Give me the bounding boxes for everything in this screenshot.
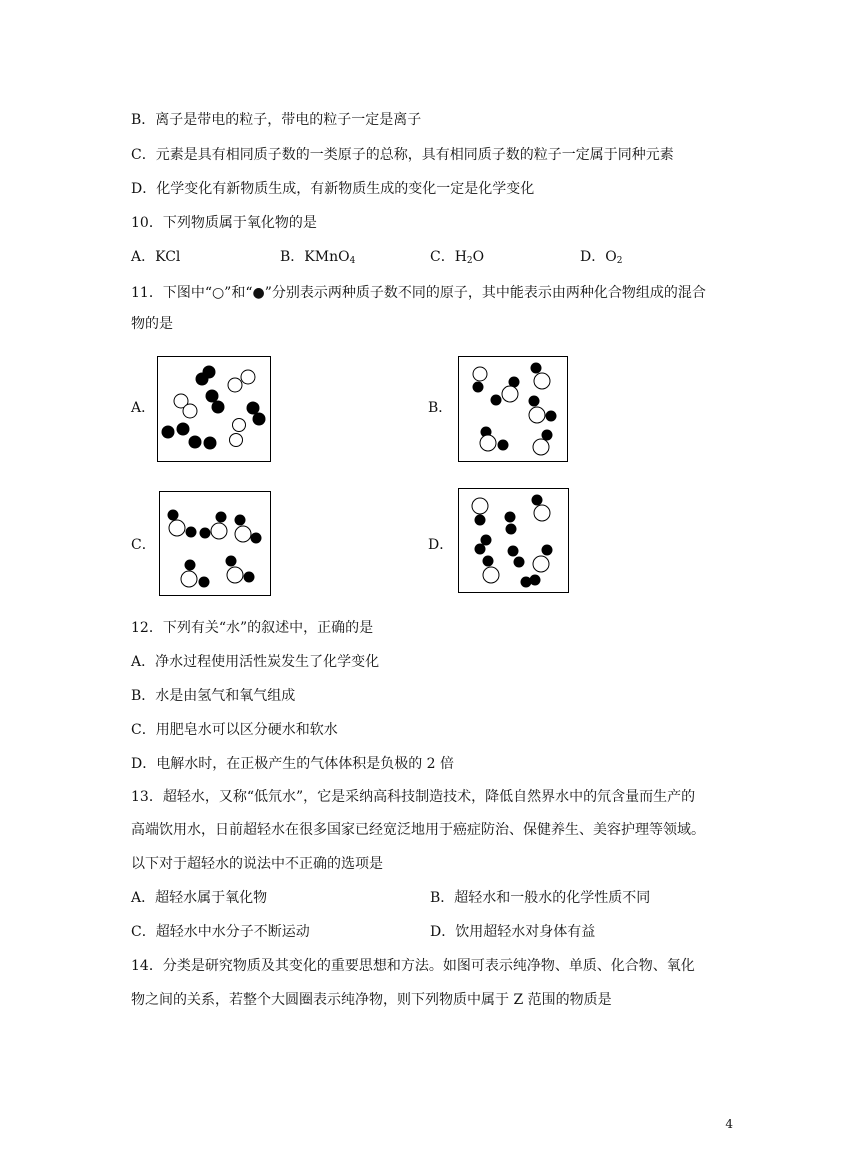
q11-diagram-d: [458, 488, 569, 593]
q11-stem-line1: 11．下图中“○”和“●”分别表示两种质子数不同的原子，其中能表示由两种化合物组成的混合: [131, 285, 706, 301]
q11-label-c: C．: [131, 537, 156, 553]
q12-option-b: B．水是由氢气和氧气组成: [131, 688, 296, 704]
q13-option-b: B．超轻水和一般水的化学性质不同: [430, 890, 651, 906]
q11-label-a: A．: [131, 400, 156, 416]
q10-option-c: C．$H_2O$: [430, 249, 485, 266]
q13-option-c: C．超轻水中水分子不断运动: [131, 924, 310, 940]
q12-option-c: C．用肥皂水可以区分硬水和软水: [131, 722, 338, 738]
q10-stem: 10．下列物质属于氧化物的是: [131, 215, 317, 231]
q9-option-c: C．元素是具有相同质子数的一类原子的总称，具有相同质子数的粒子一定属于同种元素: [131, 147, 674, 163]
q10-option-b: B．KMnO$_4$: [280, 249, 356, 266]
q12-option-d: D．电解水时，在正极产生的气体体积是负极的 2 倍: [131, 756, 455, 772]
q9-option-d: D．化学变化有新物质生成，有新物质生成的变化一定是化学变化: [131, 181, 535, 197]
q10-option-d: D．$O_2$: [580, 249, 623, 266]
q13-stem-line3: 以下对于超轻水的说法中不正确的选项是: [131, 856, 383, 872]
q13-option-a: A．超轻水属于氧化物: [131, 890, 268, 906]
q10-option-a: A．KCl: [131, 249, 181, 265]
q12-option-a: A．净水过程使用活性炭发生了化学变化: [131, 654, 380, 670]
q13-stem-line2: 高端饮用水，日前超轻水在很多国家已经宽泛地用于癌症防治、保健养生、美容护理等领域。: [131, 822, 705, 838]
q11-diagram-b: [458, 356, 568, 462]
q12-stem: 12．下列有关“水”的叙述中，正确的是: [131, 620, 374, 636]
q11-stem-line2: 物的是: [131, 316, 173, 332]
q9-option-b: B．离子是带电的粒子，带电的粒子一定是离子: [131, 112, 422, 128]
q13-stem-line1: 13．超轻水，又称“低氘水”，它是采纳高科技制造技术，降低自然界水中的氘含量而生产的: [131, 789, 696, 805]
page-number: 4: [725, 1117, 733, 1131]
q14-stem-line1: 14．分类是研究物质及其变化的重要思想和方法。如图可表示纯净物、单质、化合物、氧化: [131, 958, 695, 974]
q13-option-d: D．饮用超轻水对身体有益: [430, 924, 596, 940]
q11-label-b: B．: [428, 400, 453, 416]
q11-label-d: D．: [428, 537, 454, 553]
q11-diagram-c: [159, 491, 271, 596]
q14-stem-line2: 物之间的关系，若整个大圆圈表示纯净物，则下列物质中属于 Z 范围的物质是: [131, 992, 612, 1008]
q11-diagram-a: [157, 356, 271, 462]
